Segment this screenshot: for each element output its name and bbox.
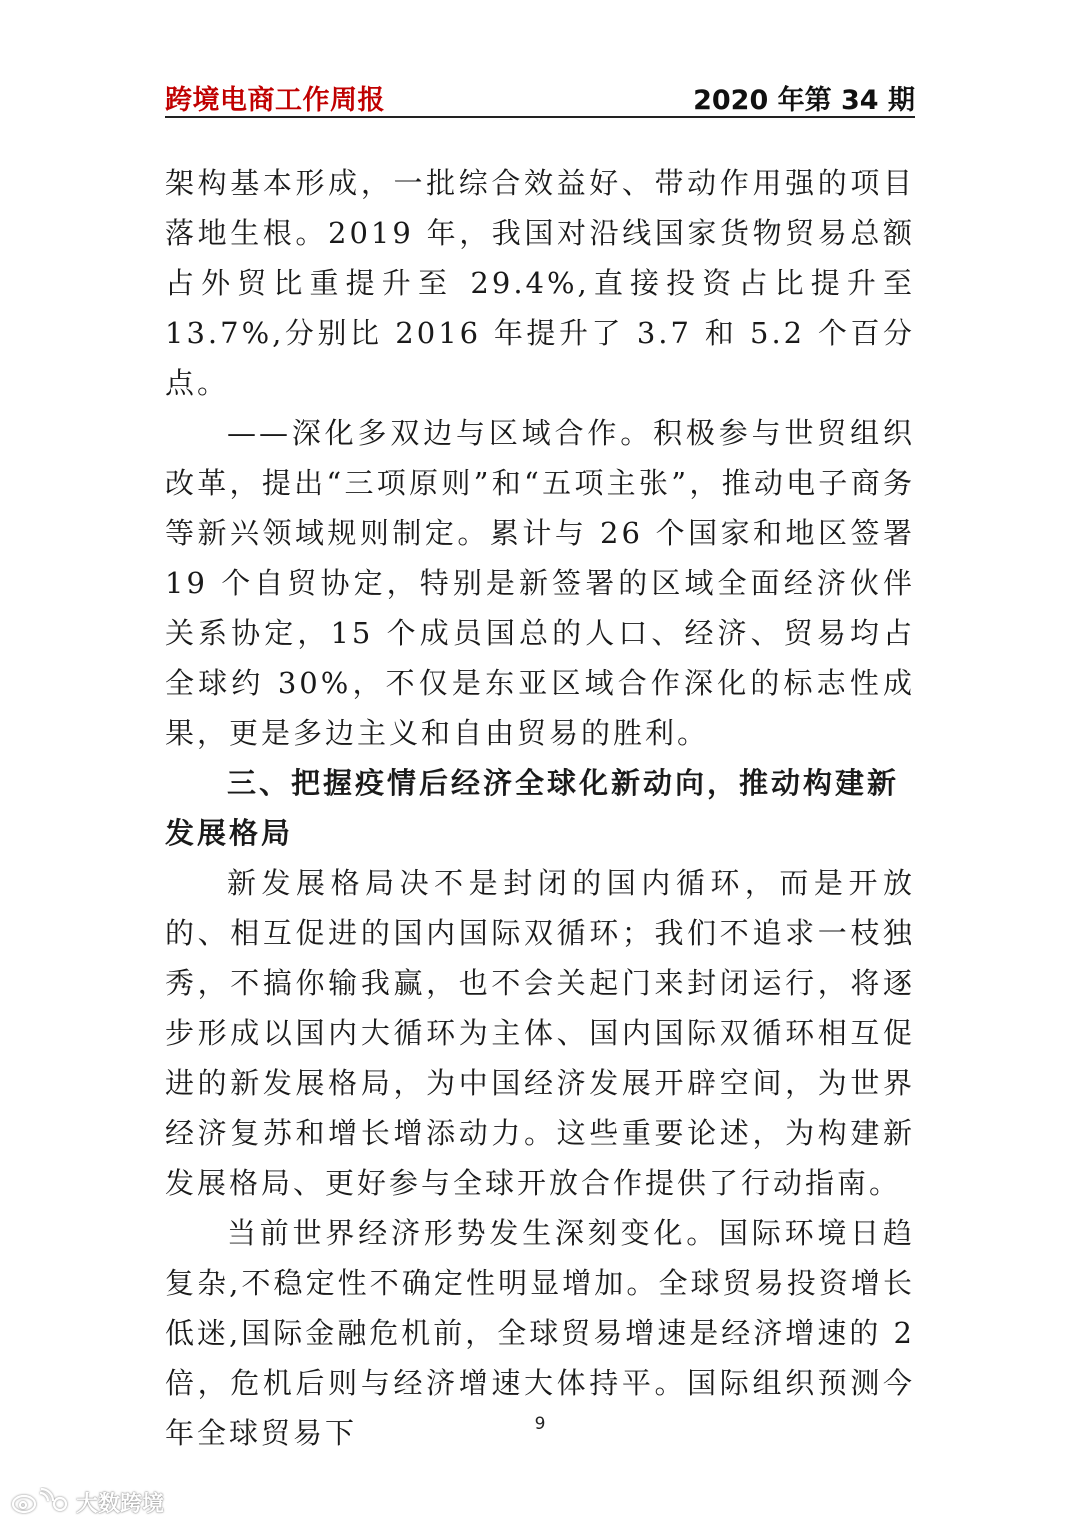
- paragraph: 当前世界经济形势发生深刻变化。国际环境日趋复杂,不稳定性不确定性明显增加。全球贸易投资增长低迷,国际金融危机前，全球贸易增速是经济增速的 2 倍，危机后则与经济增速大体持平。国际组织预测今年全球贸易下: [165, 1216, 915, 1450]
- paragraph: 新发展格局决不是封闭的国内循环，而是开放的、相互促进的国内国际双循环；我们不追求一枝独秀，不搞你输我赢，也不会关起门来封闭运行，将逐步形成以国内大循环为主体、国内国际双循环相互促进的新发展格局，为中国经济发展开辟空间，为世界经济复苏和增长增添动力。这些重要论述，为构建新发展格局、更好参与全球开放合作提供了行动指南。: [165, 866, 915, 1200]
- section-heading: 三、把握疫情后经济全球化新动向，推动构建新发展格局: [165, 766, 900, 850]
- page-number: 9: [534, 1414, 546, 1434]
- paragraph: 架构基本形成，一批综合效益好、带动作用强的项目落地生根。2019 年，我国对沿线国家货物贸易总额占外贸比重提升至 29.4%,直接投资占比提升至 13.7%,分别比 2016 年提升了 3.7 和 5.2 个百分点。: [165, 166, 915, 400]
- watermark-text: 大数跨境: [76, 1491, 165, 1517]
- page-header: [165, 72, 915, 118]
- paragraph: ——深化多双边与区域合作。积极参与世贸组织改革，提出“三项原则”和“五项主张”，推动电子商务等新兴领域规则制定。累计与 26 个国家和地区签署 19 个自贸协定，特别是新签署的区域全面经济伙伴关系协定，15 个成员国总的人口、经济、贸易均占全球约 30%，不仅是东亚区域合作深化的标志性成果，更是多边主义和自由贸易的胜利。: [165, 416, 915, 750]
- watermark: [10, 1486, 164, 1518]
- publication-title: 跨境电商工作周报: [165, 85, 385, 116]
- document-body: [165, 158, 915, 1458]
- issue-number: 2020 年第 34 期: [693, 85, 915, 116]
- weibo-logo-icon: [10, 1487, 70, 1517]
